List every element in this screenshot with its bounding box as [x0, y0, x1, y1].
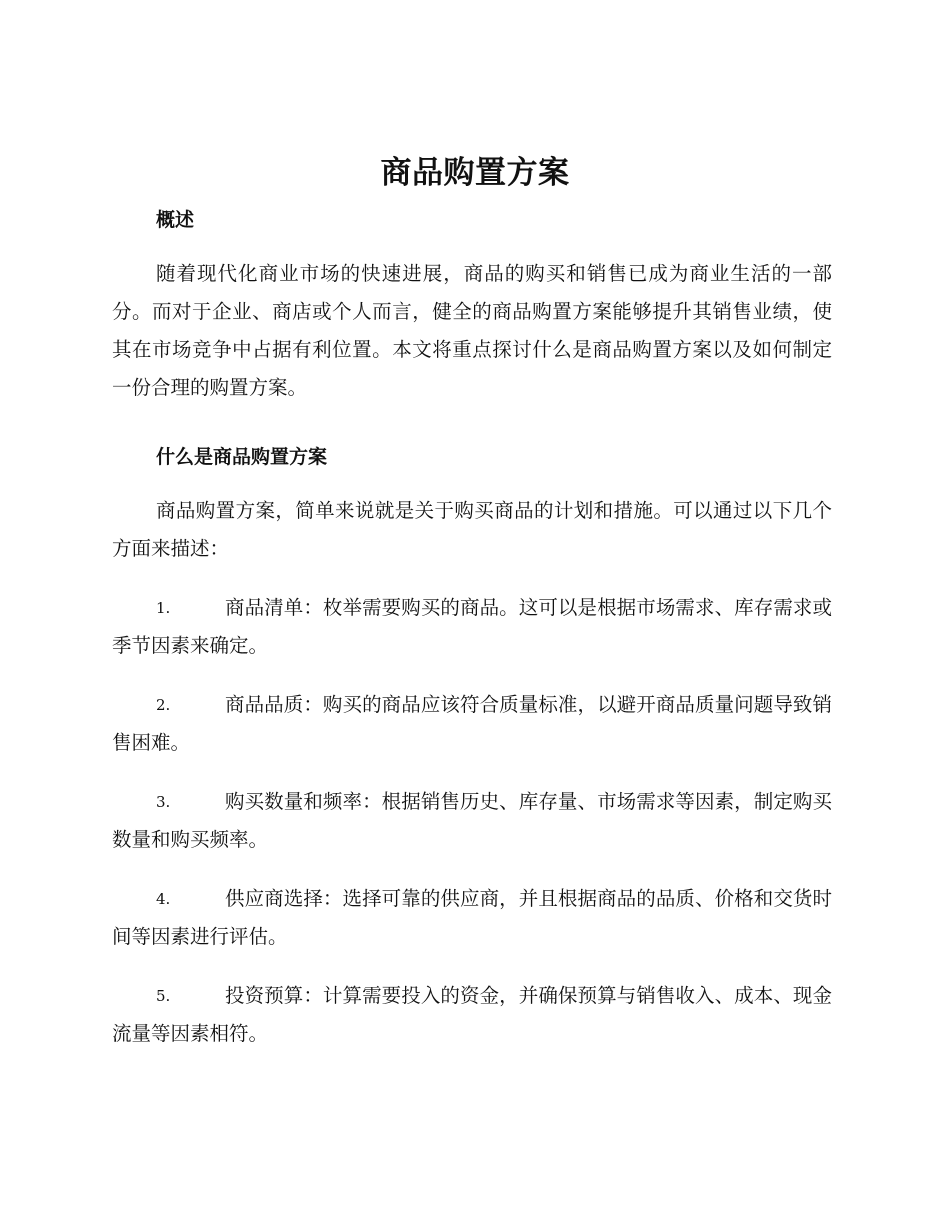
list-item-number: 5. [156, 987, 171, 1005]
list-item-text: 商品清单：枚举需要购买的商品。这可以是根据市场需求、库存需求或季节因素来确定。 [112, 596, 832, 657]
list-item-number: 4. [156, 890, 171, 908]
list-item-text: 购买数量和频率：根据销售历史、库存量、市场需求等因素，制定购买数量和购买频率。 [112, 790, 832, 851]
list-item [112, 880, 832, 956]
list-item-number: 2. [156, 696, 171, 714]
paragraph-overview: 随着现代化商业市场的快速进展，商品的购买和销售已成为商业生活的一部分。而对于企业、商店或个人而言，健全的商品购置方案能够提升其销售业绩，使其在市场竞争中占据有利位置。本文将重点探讨什么是商品购置方案以及如何制定一份合理的购置方案。 [112, 262, 832, 399]
document-title: 商品购置方案 [380, 155, 570, 191]
list-item [112, 589, 832, 665]
section-heading-overview: 概述 [156, 209, 195, 231]
paragraph-what-is: 商品购置方案，简单来说就是关于购买商品的计划和措施。可以通过以下几个方面来描述： [112, 499, 832, 560]
list-item-number: 1. [156, 599, 171, 617]
list-item-number: 3. [156, 793, 171, 811]
list-item-text: 供应商选择：选择可靠的供应商，并且根据商品的品质、价格和交货时间等因素进行评估。 [112, 887, 832, 948]
section-heading-what-is: 什么是商品购置方案 [156, 446, 328, 468]
list-item [112, 686, 832, 762]
list-item-text: 商品品质：购买的商品应该符合质量标准，以避开商品质量问题导致销售困难。 [112, 693, 832, 754]
list-item [112, 783, 832, 859]
list-item [112, 977, 832, 1053]
list-item-text: 投资预算：计算需要投入的资金，并确保预算与销售收入、成本、现金流量等因素相符。 [112, 984, 832, 1045]
